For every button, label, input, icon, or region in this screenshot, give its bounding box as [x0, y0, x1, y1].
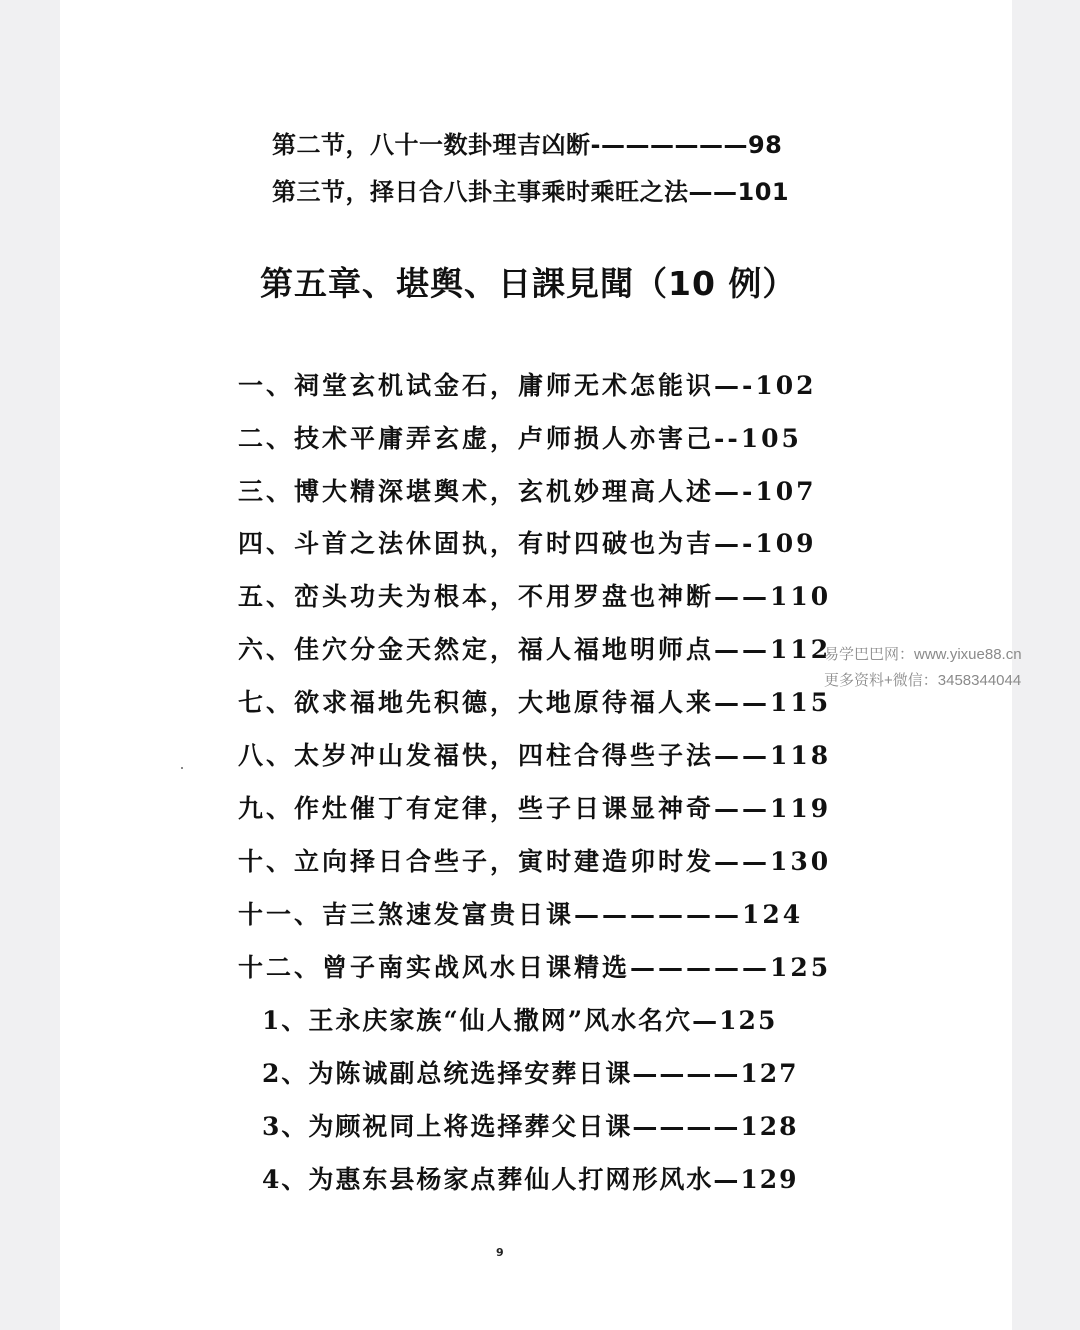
toc-entry: 四、斗首之法休固执，有时四破也为吉—-109: [238, 529, 817, 558]
toc-entry: 一、祠堂玄机试金石，庸师无术怎能识—-102: [238, 371, 817, 400]
toc-entry: 十一、吉三煞速发富贵日课——————124: [238, 900, 804, 929]
toc-entry: 七、欲求福地先积德，大地原待福人来——115: [238, 688, 832, 717]
page-number: 9: [496, 1246, 504, 1259]
toc-entry: 二、技术平庸弄玄虚，卢师损人亦害己--105: [238, 424, 802, 453]
toc-entry: 六、佳穴分金天然定，福人福地明师点——112: [238, 635, 832, 664]
toc-sub-entry: 1、王永庆家族“仙人撒网”风水名穴—125: [262, 1006, 778, 1035]
toc-section-line: 第三节，择日合八卦主事乘时乘旺之法——101: [272, 178, 790, 206]
chapter-title: 第五章、堪舆、日課見聞（10 例）: [260, 264, 797, 303]
toc-entry: 九、作灶催丁有定律，些子日课显神奇——119: [238, 794, 832, 823]
watermark-line-1: 易学巴巴网：www.yixue88.cn: [824, 646, 1022, 663]
scan-speck: [181, 767, 183, 769]
toc-section-line: 第二节，八十一数卦理吉凶断-——————98: [272, 131, 783, 159]
toc-entry: 十、立向择日合些子，寅时建造卯时发——130: [238, 847, 832, 876]
toc-sub-entry: 4、为惠东县杨家点葬仙人打网形风水—129: [262, 1165, 799, 1194]
watermark-line-2: 更多资料+微信：3458344044: [824, 672, 1022, 689]
toc-sub-entry: 3、为顾祝同上将选择葬父日课————128: [262, 1112, 799, 1141]
toc-entry: 十二、曾子南实战风水日课精选—————125: [238, 953, 832, 982]
toc-sub-entry: 2、为陈诚副总统选择安葬日课————127: [262, 1059, 799, 1088]
toc-entry: 八、太岁冲山发福快，四柱合得些子法——118: [238, 741, 832, 770]
toc-entry: 三、博大精深堪舆术，玄机妙理高人述—-107: [238, 477, 817, 506]
document-page: [60, 0, 1012, 1330]
toc-entry: 五、峦头功夫为根本，不用罗盘也神断——110: [238, 582, 832, 611]
